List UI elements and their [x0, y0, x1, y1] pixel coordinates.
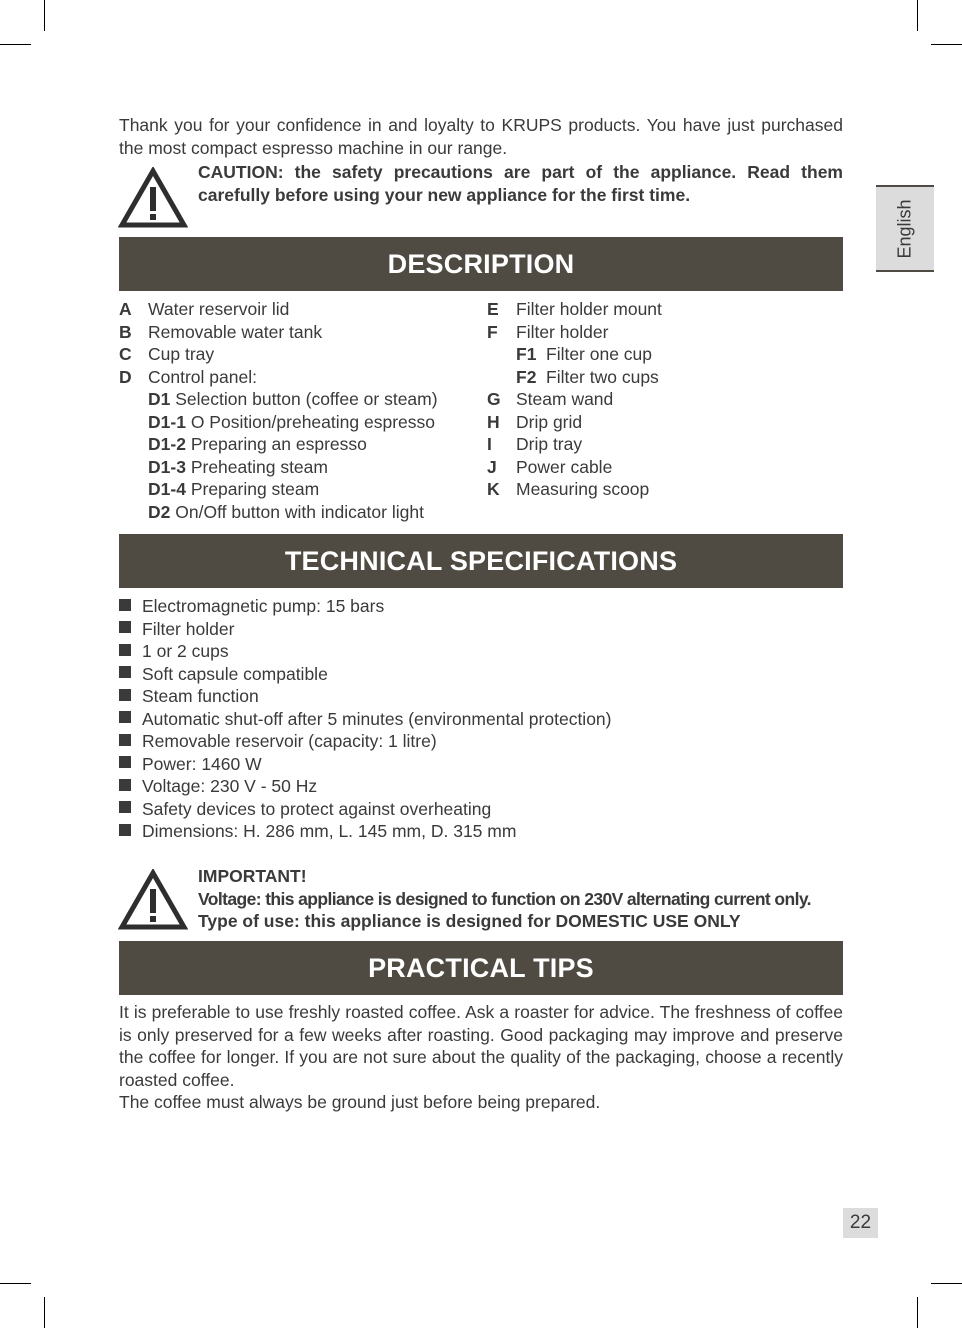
spec-text: Voltage: 230 V - 50 Hz	[142, 776, 318, 796]
list-item	[119, 820, 611, 843]
list-item	[487, 321, 662, 344]
item-key: D1	[148, 389, 171, 409]
item-label: Preparing steam	[190, 479, 320, 499]
crop-mark	[931, 1283, 962, 1284]
list-item	[119, 663, 611, 686]
list-item	[119, 640, 611, 663]
list-subitem	[119, 478, 438, 501]
list-item	[119, 753, 611, 776]
item-label: O Position/preheating espresso	[190, 411, 435, 432]
square-bullet-icon	[119, 689, 131, 701]
item-label: Filter two cups	[546, 366, 659, 387]
list-subitem	[119, 501, 438, 524]
item-key: A	[119, 299, 132, 319]
spec-text: Electromagnetic pump: 15 bars	[142, 596, 385, 616]
square-bullet-icon	[119, 666, 131, 678]
square-bullet-icon	[119, 599, 131, 611]
item-label: Power cable	[516, 456, 613, 477]
list-item	[487, 433, 662, 456]
item-label: Measuring scoop	[516, 479, 650, 499]
spec-text: Power: 1460 W	[142, 753, 262, 774]
list-item	[119, 595, 611, 618]
item-key: D1-2	[148, 434, 186, 454]
spec-text: Dimensions: H. 286 mm, L. 145 mm, D. 315 mm	[142, 821, 517, 841]
square-bullet-icon	[119, 711, 131, 723]
warning-triangle-icon	[118, 167, 188, 229]
item-key: C	[119, 344, 132, 364]
item-label: Cup tray	[148, 344, 215, 364]
item-label: Drip tray	[516, 434, 583, 454]
item-key: B	[119, 321, 132, 342]
square-bullet-icon	[119, 734, 131, 746]
crop-mark	[0, 1283, 31, 1284]
list-item	[119, 730, 611, 753]
item-label: Control panel:	[148, 366, 257, 387]
list-item	[487, 298, 662, 321]
spec-text: Soft capsule compatible	[142, 663, 328, 684]
list-item	[119, 343, 438, 366]
important-notice	[198, 865, 811, 933]
item-key: F1	[516, 344, 537, 364]
spec-text: Filter holder	[142, 618, 235, 639]
list-subitem	[119, 388, 438, 411]
list-item	[487, 388, 662, 411]
list-subitem	[487, 366, 662, 389]
list-item	[119, 798, 611, 821]
square-bullet-icon	[119, 644, 131, 656]
item-key: I	[487, 434, 492, 454]
list-item	[119, 775, 611, 798]
list-item	[119, 298, 438, 321]
square-bullet-icon	[119, 756, 131, 768]
item-label: Filter one cup	[546, 344, 653, 364]
item-label: Water reservoir lid	[148, 299, 290, 319]
warning-triangle-icon	[118, 869, 188, 931]
spec-text: Safety devices to protect against overheating	[142, 798, 492, 819]
item-key: D1-3	[148, 456, 186, 477]
list-item	[119, 366, 438, 389]
square-bullet-icon	[119, 779, 131, 791]
item-label: Filter holder	[516, 321, 609, 342]
spec-text: 1 or 2 cups	[142, 641, 229, 661]
intro-text: Thank you for your confidence in and loyalty to KRUPS products. You have just purchased the most compact espresso machine in our range.	[119, 115, 843, 158]
list-subitem	[119, 433, 438, 456]
crop-mark	[44, 0, 45, 31]
crop-mark	[917, 0, 918, 31]
item-label: On/Off button with indicator light	[175, 501, 424, 522]
square-bullet-icon	[119, 824, 131, 836]
item-label: Removable water tank	[148, 321, 323, 342]
crop-mark	[0, 44, 31, 45]
description-list-left	[119, 298, 438, 523]
list-item	[119, 618, 611, 641]
item-key: D2	[148, 501, 171, 522]
square-bullet-icon	[119, 621, 131, 633]
spec-text: Automatic shut-off after 5 minutes (environmental protection)	[142, 708, 612, 729]
item-key: G	[487, 389, 501, 409]
important-title: IMPORTANT!	[198, 866, 307, 886]
tips-paragraph: The coffee must always be ground just before being prepared.	[119, 1092, 601, 1112]
item-label: Drip grid	[516, 411, 583, 432]
caution-text: CAUTION: the safety precautions are part of the appliance. Read them carefully before using your new appliance for the first time.	[198, 162, 843, 205]
language-tab	[876, 185, 934, 272]
spec-text: Steam function	[142, 686, 259, 706]
list-subitem	[487, 343, 662, 366]
list-subitem	[119, 411, 438, 434]
item-key: D1-1	[148, 411, 186, 432]
list-item	[119, 321, 438, 344]
item-label: Selection button (coffee or steam)	[175, 389, 438, 409]
item-key: F	[487, 321, 498, 342]
list-item	[119, 685, 611, 708]
list-item	[119, 708, 611, 731]
item-label: Steam wand	[516, 389, 614, 409]
item-key: F2	[516, 366, 537, 387]
item-key: E	[487, 299, 499, 319]
item-key: D1-4	[148, 479, 186, 499]
practical-tips-text	[119, 1001, 843, 1114]
item-key: H	[487, 411, 500, 432]
item-key: J	[487, 456, 497, 477]
specifications-list	[119, 595, 611, 843]
square-bullet-icon	[119, 801, 131, 813]
description-list-right	[487, 298, 662, 501]
crop-mark	[44, 1297, 45, 1328]
tips-paragraph: It is preferable to use freshly roasted coffee. Ask a roaster for advice. The freshness of coffee is only preserved for a few weeks after roasting. Good packaging may improve and preserve the coffee for longer. If you are not sure about the quality of the packaging, choose a recently roasted coffee.	[119, 1002, 843, 1090]
section-heading-technical-specifications: TECHNICAL SPECIFICATIONS	[119, 534, 843, 588]
crop-mark	[917, 1297, 918, 1328]
item-key: D	[119, 366, 132, 387]
item-label: Preheating steam	[190, 456, 328, 477]
section-heading-practical-tips: PRACTICAL TIPS	[119, 941, 843, 995]
section-heading-description: DESCRIPTION	[119, 237, 843, 291]
item-key: K	[487, 479, 500, 499]
page-number: 22	[843, 1208, 878, 1238]
item-label: Filter holder mount	[516, 299, 662, 319]
list-item	[487, 456, 662, 479]
spec-text: Removable reservoir (capacity: 1 litre)	[142, 731, 437, 751]
important-use: Type of use: this appliance is designed for DOMESTIC USE ONLY	[198, 911, 741, 931]
language-label: English	[894, 198, 915, 259]
list-item	[487, 411, 662, 434]
list-subitem	[119, 456, 438, 479]
crop-mark	[931, 44, 962, 45]
list-item	[487, 478, 662, 501]
important-voltage: Voltage: this appliance is designed to function on 230V alternating current only.	[198, 888, 811, 909]
item-label: Preparing an espresso	[190, 434, 367, 454]
